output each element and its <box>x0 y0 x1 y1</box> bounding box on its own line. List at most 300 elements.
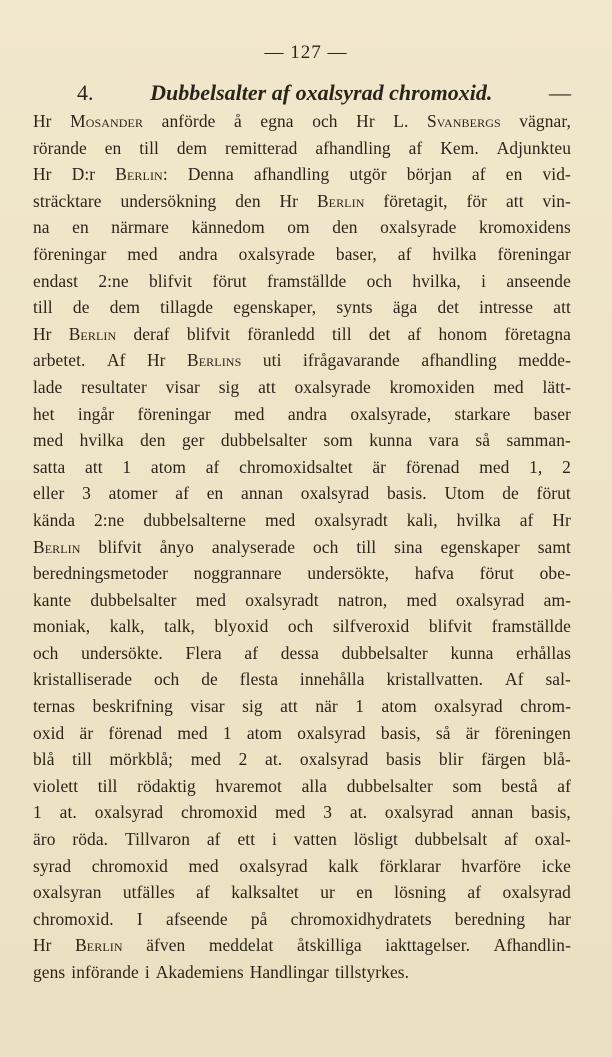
word: att <box>258 376 276 397</box>
word: af <box>557 775 571 796</box>
word: till <box>139 137 159 158</box>
word: dubbelsalter <box>341 642 428 663</box>
text-line <box>33 427 571 454</box>
section-heading <box>33 78 571 108</box>
word: Utom <box>444 483 485 504</box>
word: en <box>505 164 523 185</box>
word: föreningar <box>33 243 107 264</box>
word: hvilka <box>432 243 477 264</box>
word: 2 <box>238 749 248 770</box>
word: att <box>505 190 524 211</box>
word: hvaremot <box>215 775 282 796</box>
word: är <box>465 722 480 743</box>
word: för <box>466 190 488 211</box>
text-line <box>33 241 571 268</box>
word: silfveroxid <box>332 616 410 637</box>
word: förenad <box>405 456 460 477</box>
word: ingår <box>77 403 115 424</box>
text-line <box>33 853 571 880</box>
text-line <box>33 773 571 800</box>
word: å <box>234 111 242 131</box>
word: blifvit <box>428 616 473 637</box>
word: 2:ne <box>94 509 125 530</box>
word: i <box>481 270 487 291</box>
word: tillagde <box>160 297 214 318</box>
word: egenskaper <box>440 536 520 557</box>
word: am- <box>543 589 571 610</box>
word: kalk, <box>109 616 145 637</box>
word: framställde <box>491 616 571 637</box>
word: blå- <box>543 749 571 770</box>
text-line <box>33 480 571 507</box>
text-line <box>33 560 571 587</box>
word: den <box>332 217 358 238</box>
text-line <box>33 161 571 188</box>
word: analyserade <box>211 536 296 557</box>
word: Akademiens <box>155 962 244 982</box>
word: bestå <box>501 775 538 796</box>
word: kalk <box>328 855 359 876</box>
word: som <box>323 430 353 451</box>
word: de <box>201 669 218 690</box>
text-line <box>33 507 571 534</box>
word: oxalsyrad <box>455 589 525 610</box>
word: att <box>85 456 103 477</box>
word: lösligt <box>353 829 398 850</box>
word: af <box>504 829 518 850</box>
word: Denna <box>187 164 234 185</box>
word: chrom- <box>520 696 571 717</box>
word: D:r <box>71 164 96 185</box>
text-line <box>33 294 571 321</box>
word: undersökte. <box>81 642 163 663</box>
word: oxalsyradt <box>245 589 319 610</box>
word: anseende <box>506 270 571 291</box>
text-line <box>33 720 571 747</box>
text-line <box>33 826 571 853</box>
word: hvarföre <box>461 855 522 876</box>
word: endast <box>33 270 79 291</box>
word: oxalsyrad <box>299 749 369 770</box>
word: basis <box>386 749 422 770</box>
word: af <box>206 829 221 850</box>
word: med <box>127 243 158 264</box>
word: basis, <box>531 802 571 823</box>
word: moniak, <box>33 616 91 637</box>
word: det <box>437 297 459 318</box>
word: alla <box>301 775 328 796</box>
word: hvilka <box>456 509 501 530</box>
word: chromoxid <box>91 855 168 876</box>
word: kunna <box>369 430 413 451</box>
word: oxalsyrad <box>300 483 370 504</box>
word: införande <box>71 962 139 982</box>
word: förenad <box>108 722 163 743</box>
word: samman- <box>506 430 571 451</box>
word: början <box>406 164 452 185</box>
heading-dash: — <box>548 80 571 105</box>
word: de <box>72 297 90 318</box>
word: starkare <box>454 403 511 424</box>
word: sal- <box>545 669 571 690</box>
word: kromoxidens <box>478 217 571 238</box>
word: oxalsyrad <box>434 696 503 717</box>
word: Hr <box>552 509 571 530</box>
word: oxalsyran <box>33 882 102 903</box>
word: att <box>280 696 298 717</box>
word: med <box>188 855 219 876</box>
word: närmare <box>111 217 169 238</box>
text-line <box>33 454 571 481</box>
word: natron, <box>337 589 388 610</box>
word: med <box>234 403 265 424</box>
word: med <box>33 430 64 451</box>
word: atom <box>246 722 283 743</box>
word: blifvit <box>186 323 231 344</box>
word: om <box>287 217 310 238</box>
word: Afhandlin- <box>493 935 571 956</box>
word: oxalsyrade <box>380 217 457 238</box>
word: af <box>175 483 189 504</box>
word: i <box>144 962 150 982</box>
word: så <box>475 430 491 451</box>
word: oxalsyrade, <box>350 403 432 424</box>
word: at. <box>349 802 368 823</box>
word: visar <box>190 696 225 717</box>
word: är <box>79 722 94 743</box>
word: 1 <box>355 696 365 717</box>
word: na <box>33 217 50 238</box>
word: med <box>177 722 208 743</box>
word: de <box>502 483 519 504</box>
word: undersökte, <box>307 563 390 584</box>
text-line <box>33 534 571 561</box>
word: af <box>471 164 486 185</box>
word: talk, <box>164 616 196 637</box>
word: ternas <box>33 696 76 717</box>
word: Berlin: <box>115 164 168 185</box>
word: med <box>190 749 221 770</box>
word: ifrågavarande <box>303 350 400 371</box>
word: andra <box>178 243 218 264</box>
section-number: 4. <box>77 80 94 105</box>
word: uti <box>262 350 282 371</box>
word: Af <box>106 350 126 371</box>
word: afhandling <box>421 350 497 371</box>
word: förut <box>479 563 514 584</box>
word: företagna <box>504 323 571 344</box>
word: oxid <box>33 722 65 743</box>
word: att <box>553 297 571 318</box>
text-line <box>33 347 571 374</box>
word: annan <box>471 802 514 823</box>
word: Hr <box>33 164 52 185</box>
word: violett <box>33 775 79 796</box>
word: blyoxid <box>214 616 269 637</box>
word: med <box>406 589 437 610</box>
word: Mosander <box>70 111 144 131</box>
word: när <box>315 696 338 717</box>
word: Berlin <box>75 935 123 956</box>
word: af <box>397 243 412 264</box>
word: förklarar <box>379 855 441 876</box>
paragraph <box>33 108 571 986</box>
word: Flera <box>185 642 222 663</box>
text-line <box>33 906 571 933</box>
word: den <box>235 190 261 211</box>
word: hvilka, <box>412 270 461 291</box>
text-line <box>33 693 571 720</box>
word: kromoxiden <box>389 376 475 397</box>
word: egna <box>260 111 294 131</box>
word: mörkblå; <box>109 749 174 770</box>
word: 2 <box>562 456 571 477</box>
text-line <box>33 268 571 295</box>
word: undersökning <box>120 190 217 211</box>
word: den <box>140 430 166 451</box>
word: röda. <box>72 829 109 850</box>
word: dubbelsalter <box>220 430 308 451</box>
word: satta <box>33 456 66 477</box>
word: atom <box>381 696 417 717</box>
word: gens <box>33 962 66 982</box>
word: så <box>435 722 451 743</box>
word: till <box>97 775 118 796</box>
word: oxalsyradt <box>314 509 388 530</box>
text-line <box>33 188 571 215</box>
word: oxalsyrad <box>297 722 366 743</box>
word: dem <box>109 297 140 318</box>
word: chromoxid <box>181 802 258 823</box>
text-line <box>33 640 571 667</box>
word: kristallvatten. <box>386 669 484 690</box>
word: dem <box>176 137 208 158</box>
word: lade <box>33 376 63 397</box>
word: i <box>271 829 277 850</box>
word: kante <box>33 589 72 610</box>
word: beskrifning <box>92 696 173 717</box>
word: och <box>366 270 393 291</box>
word: till <box>72 749 92 770</box>
section-title: Dubbelsalter af oxalsyrad chromoxid. <box>150 80 493 105</box>
text-line <box>33 613 571 640</box>
word: dessa <box>280 642 319 663</box>
word: sig <box>242 696 263 717</box>
word: lösning <box>394 882 447 903</box>
word: kristalliserade <box>33 669 133 690</box>
word: vägnar, <box>519 111 571 131</box>
word: oxalsyrade <box>238 243 315 264</box>
word: af <box>408 137 423 158</box>
word: af <box>196 882 210 903</box>
word: med <box>493 376 524 397</box>
word: en <box>206 483 224 504</box>
word: basis, <box>380 722 421 743</box>
word: tillstyrkes. <box>334 962 410 982</box>
word: oxalsyrad <box>239 855 308 876</box>
word: synts <box>336 297 373 318</box>
word: resultater <box>81 376 147 397</box>
word: vara <box>428 430 459 451</box>
word: som <box>452 775 482 796</box>
word: syrad <box>33 855 72 876</box>
word: lätt- <box>542 376 571 397</box>
word: hafva <box>414 563 454 584</box>
word: en <box>356 882 373 903</box>
word: Tillvaron <box>124 829 190 850</box>
word: erhållas <box>516 642 571 663</box>
word: basis. <box>387 483 427 504</box>
word: baser, <box>335 243 377 264</box>
word: kunna <box>450 642 494 663</box>
word: Hr <box>33 323 52 344</box>
word: äfven <box>146 935 186 956</box>
page-number: — 127 — <box>264 42 348 63</box>
word: eller <box>33 483 65 504</box>
word: till <box>33 297 53 318</box>
word: föreningar <box>137 403 211 424</box>
word: med <box>195 589 226 610</box>
word: vin- <box>542 190 571 211</box>
word: beredning <box>454 908 526 929</box>
word: at. <box>265 749 283 770</box>
word: atomer <box>108 483 158 504</box>
word: rödaktig <box>137 775 196 796</box>
text-line <box>33 108 571 135</box>
word: till <box>356 536 377 557</box>
word: föranledd <box>247 323 315 344</box>
word: och <box>312 111 338 131</box>
word: Hr <box>279 190 299 211</box>
word: och <box>313 536 339 557</box>
word: det <box>368 323 391 344</box>
word: Hr <box>33 935 52 956</box>
word: 3 <box>323 802 333 823</box>
word: honom <box>438 323 488 344</box>
word: med <box>275 802 306 823</box>
word: föreningen <box>494 722 571 743</box>
word: Hr <box>356 111 375 131</box>
word: färgen <box>481 749 526 770</box>
word: ånyo <box>159 536 194 557</box>
word: 1 <box>122 456 132 477</box>
word: af <box>205 456 220 477</box>
word: och <box>153 669 180 690</box>
word: visar <box>165 376 200 397</box>
word: annan <box>241 483 284 504</box>
word: innehålla <box>299 669 365 690</box>
word: kännedom <box>191 217 265 238</box>
word: het <box>33 403 55 424</box>
word: chromoxid. <box>33 908 114 929</box>
word: förut <box>536 483 571 504</box>
word: flesta <box>239 669 279 690</box>
word: Af <box>504 669 524 690</box>
word: dubbelsalter <box>346 775 433 796</box>
word: oxalsyrad <box>502 882 571 903</box>
word: äro <box>33 829 56 850</box>
word: är <box>372 456 387 477</box>
word: dubbelsalter <box>90 589 177 610</box>
word: Berlin <box>316 190 365 211</box>
word: utfälles <box>122 882 175 903</box>
word: sina <box>394 536 423 557</box>
word: deraf <box>133 323 170 344</box>
word: och <box>33 642 59 663</box>
word: med <box>479 456 510 477</box>
word: dubbelsalt <box>414 829 488 850</box>
word: samt <box>537 536 571 557</box>
word: af <box>407 323 422 344</box>
word: en <box>104 137 122 158</box>
word: sig <box>218 376 240 397</box>
word: Berlin <box>33 536 81 557</box>
word: af <box>244 642 259 663</box>
word: andra <box>287 403 328 424</box>
word: Hr <box>33 111 52 131</box>
word: chromoxidhydratets <box>290 908 432 929</box>
word: blir <box>438 749 464 770</box>
word: Adjunkteu <box>496 137 571 158</box>
word: 1 <box>222 722 232 743</box>
word: har <box>548 908 571 929</box>
word: baser <box>533 403 571 424</box>
word: egenskaper, <box>233 297 317 318</box>
word: afhandling <box>315 137 391 158</box>
word: afseende <box>166 908 228 929</box>
word: Svanbergs <box>427 111 501 131</box>
word: medde- <box>518 350 571 371</box>
word: intresse <box>479 297 534 318</box>
word: beredningsmetoder <box>33 563 168 584</box>
word: chromoxidsaltet <box>239 456 353 477</box>
word: hvilka <box>79 430 124 451</box>
word: ger <box>181 430 205 451</box>
word: afhandling <box>253 164 330 185</box>
word: utgör <box>349 164 387 185</box>
word: ur <box>320 882 335 903</box>
word: till <box>331 323 352 344</box>
word: åtskilliga <box>296 935 362 956</box>
text-line <box>33 135 571 162</box>
word: kalksaltet <box>231 882 299 903</box>
word: äga <box>392 297 418 318</box>
text-line <box>33 932 571 959</box>
word: noggrannare <box>193 563 282 584</box>
word: kali, <box>406 509 438 530</box>
word: sträcktare <box>33 190 102 211</box>
word: af <box>467 882 482 903</box>
word: anförde <box>161 111 216 131</box>
word: blå <box>33 749 55 770</box>
word: af <box>519 509 534 530</box>
word: 1 <box>33 802 42 823</box>
word: Berlin <box>68 323 117 344</box>
word: atom <box>150 456 187 477</box>
word: kända <box>33 509 76 530</box>
word: 3 <box>82 483 91 504</box>
word: icke <box>541 855 571 876</box>
word: oxal- <box>534 829 571 850</box>
word: och <box>287 616 314 637</box>
word: Handlingar <box>249 962 329 982</box>
word: Hr <box>147 350 166 371</box>
text-line <box>33 401 571 428</box>
word: Berlins <box>187 350 242 371</box>
word: med <box>265 509 296 530</box>
word: ett <box>237 829 256 850</box>
word: rörande <box>33 137 87 158</box>
